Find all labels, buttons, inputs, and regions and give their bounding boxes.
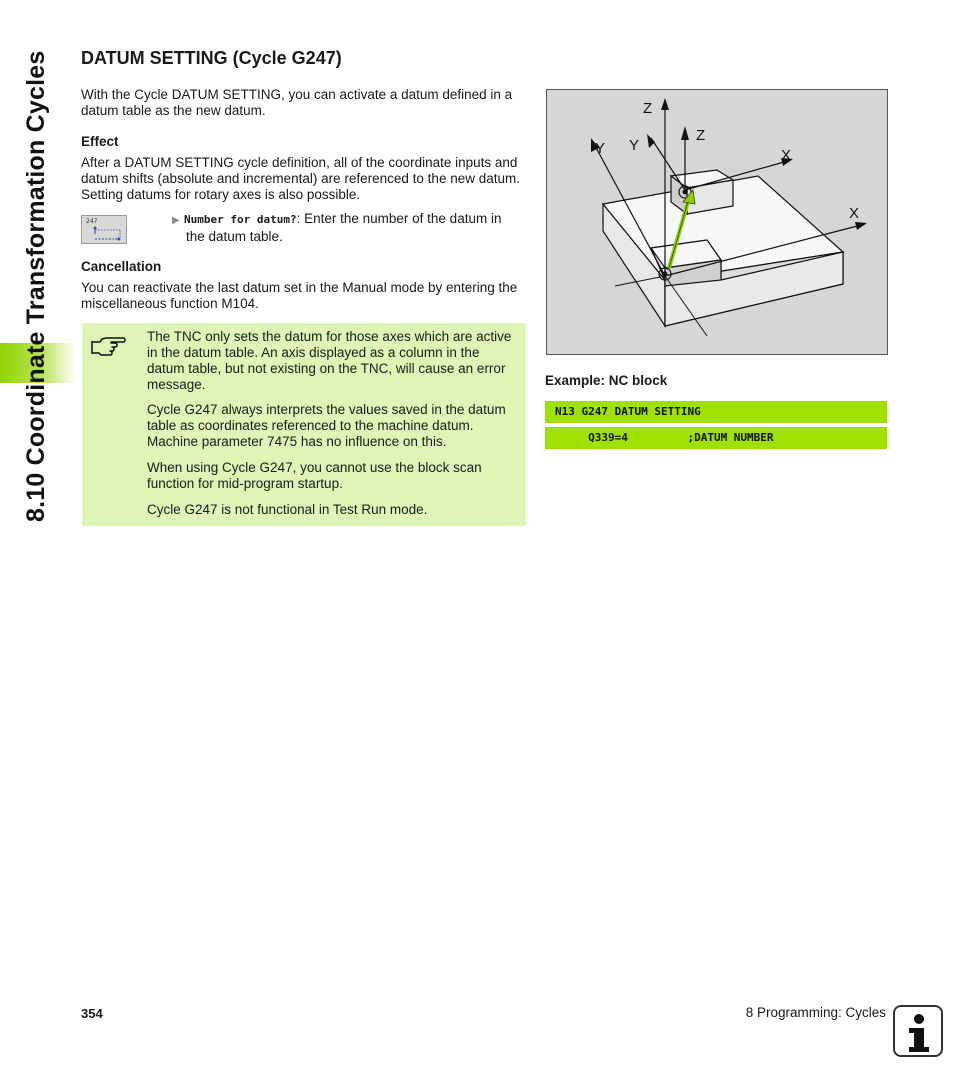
nc-block-line-2: Q339=4 ;DATUM NUMBER (545, 427, 887, 449)
parameter-entry (172, 211, 524, 245)
note-paragraph-3: When using Cycle G247, you cannot use the block scan function for mid-program startup. (147, 460, 482, 491)
note-paragraph-1: The TNC only sets the datum for those axes which are active in the datum table. An axis displayed as a column in the datum table, but not existing on the TNC, will cause an error message. (147, 329, 512, 392)
cancellation-heading: Cancellation (81, 259, 162, 274)
parameter-description: : Enter the number of the datum in (296, 211, 502, 226)
axis-label-y1: Y (595, 140, 606, 157)
note-paragraph-2: Cycle G247 always interprets the values saved in the datum table as coordinates referenced to the machine datum. Machine parameter 7475 has no influence on this. (147, 402, 506, 449)
softkey-label: 247 (86, 218, 98, 225)
example-heading: Example: NC block (545, 373, 668, 388)
effect-paragraph: After a DATUM SETTING cycle definition, all of the coordinate inputs and datum shifts (absolute and incremental) are referenced to the new datum. Setting datums for rotary axes is also possible. (81, 155, 520, 202)
parameter-name: Number for datum? (184, 213, 297, 226)
datum-setting-figure (546, 89, 888, 355)
axis-label-z2: Z (696, 127, 706, 144)
axis-label-z1: Z (643, 100, 653, 117)
softkey-graphic (82, 216, 128, 245)
section-heading: DATUM SETTING (Cycle G247) (81, 48, 342, 68)
axis-label-x1: X (781, 147, 792, 164)
nc-block-line-1: N13 G247 DATUM SETTING (545, 401, 887, 423)
pointing-hand-icon (90, 333, 126, 357)
note-paragraph-4: Cycle G247 is not functional in Test Run mode. (147, 502, 428, 517)
cancellation-paragraph: You can reactivate the last datum set in the Manual mode by entering the miscellaneous function M104. (81, 280, 518, 311)
page-number: 354 (81, 1006, 103, 1021)
parameter-description-cont: the datum table. (186, 229, 283, 244)
info-icon (893, 1005, 943, 1057)
datum-setting-softkey-icon (81, 215, 127, 244)
info-glyph (895, 1007, 941, 1055)
axis-label-x2: X (849, 205, 860, 222)
effect-heading: Effect (81, 134, 119, 149)
parameter-marker-icon: ▶ (172, 215, 180, 226)
intro-paragraph: With the Cycle DATUM SETTING, you can activate a datum defined in a datum table as the new datum. (81, 87, 513, 118)
note-box (82, 323, 526, 526)
workpiece-drawing (547, 90, 888, 355)
footer-chapter: 8 Programming: Cycles (745, 1005, 886, 1020)
axis-label-y2: Y (629, 137, 640, 154)
chapter-side-title-text: 8.10 Coordinate Transformation Cycles (22, 50, 50, 522)
